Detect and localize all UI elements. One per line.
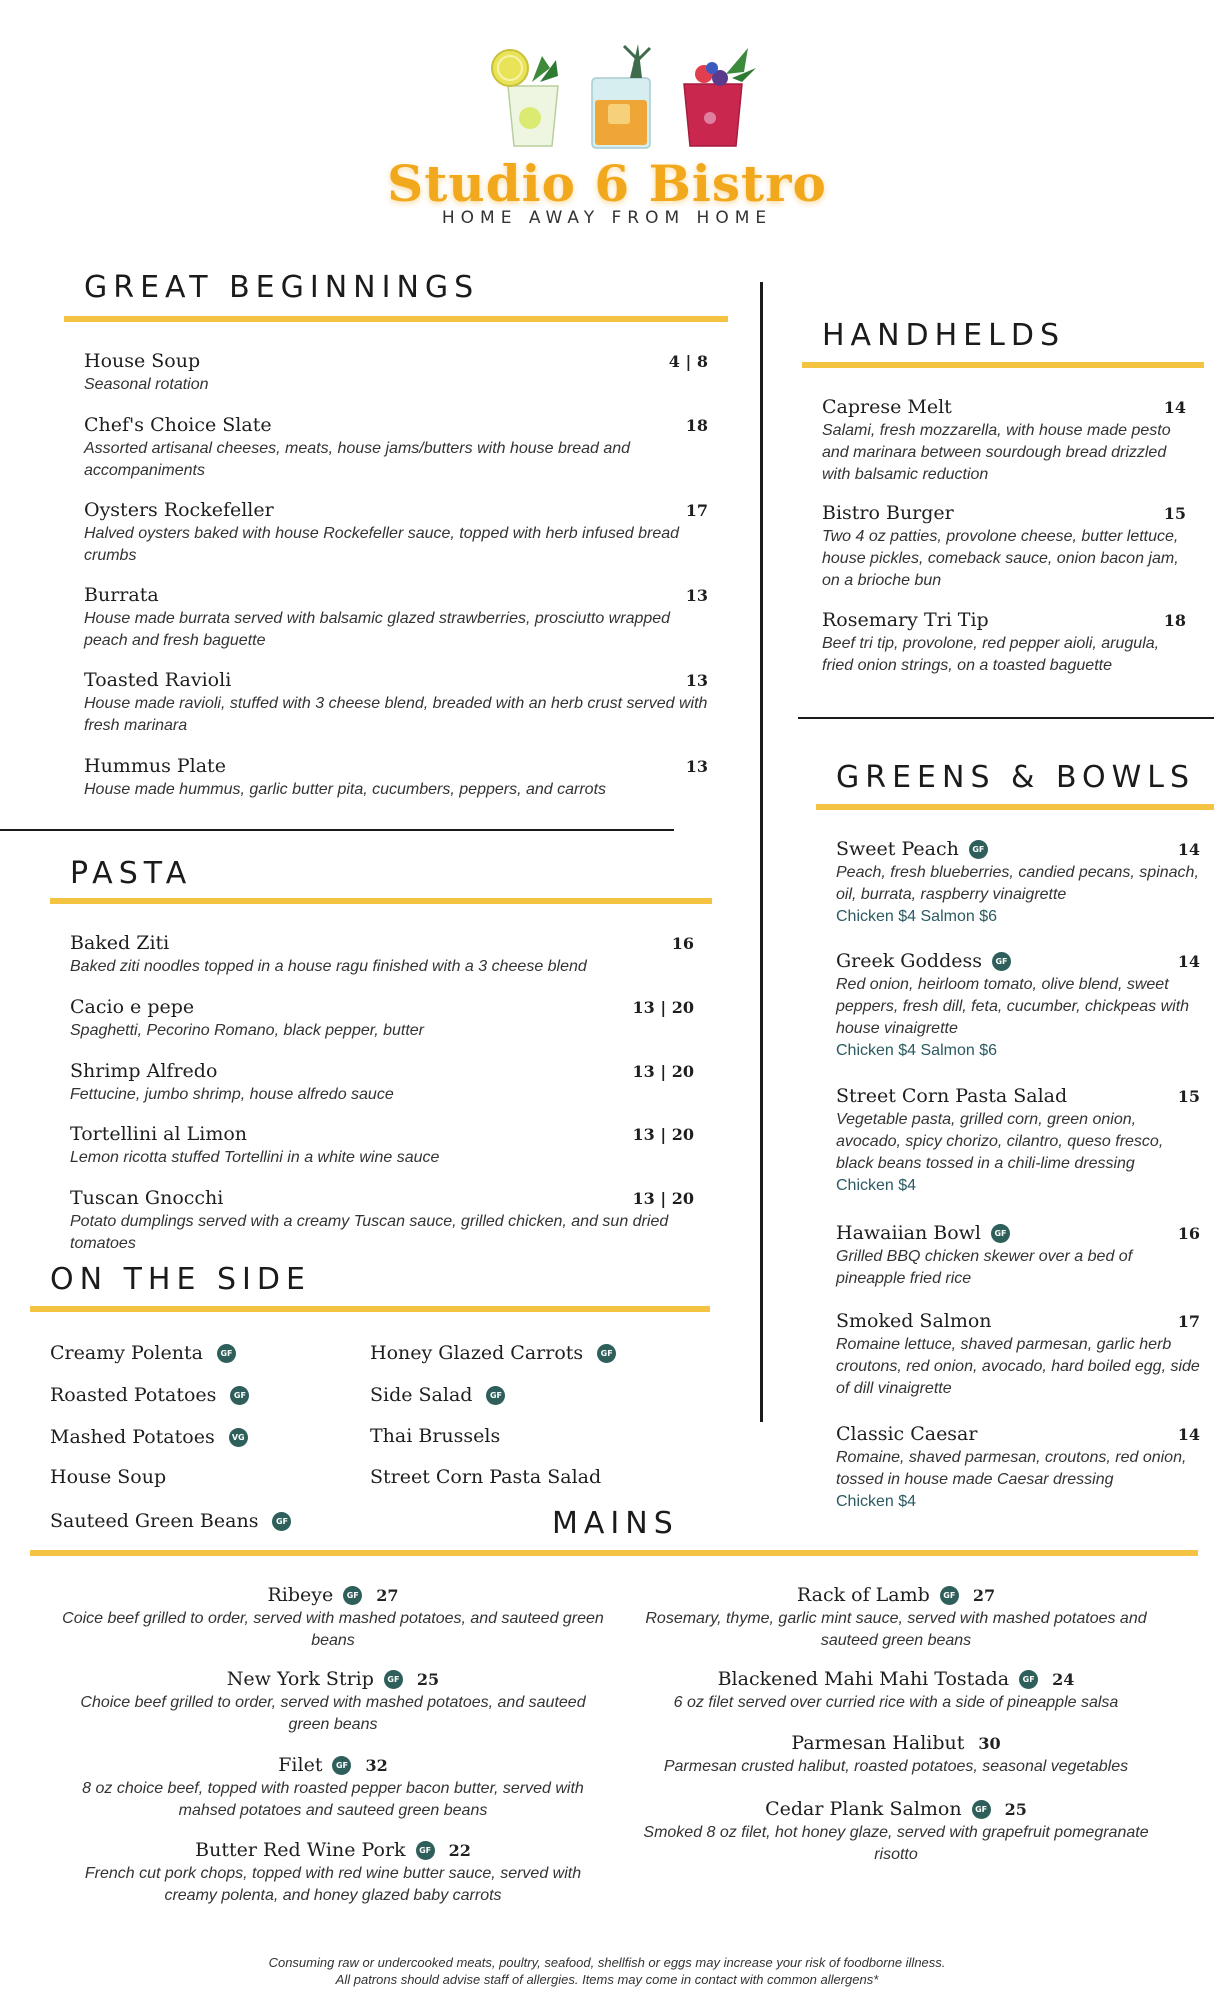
gluten-free-icon: GF [940, 1586, 959, 1605]
item-price: 27 [376, 1585, 399, 1605]
side-name: Thai Brussels [370, 1425, 501, 1447]
main-item-blackened-mahi-mahi-tostada [626, 1668, 1166, 1714]
gluten-free-icon: GF [1019, 1670, 1038, 1689]
item-name: Greek Goddess [836, 950, 982, 972]
menu-item-burrata [84, 584, 708, 652]
tagline: HOME AWAY FROM HOME [441, 208, 773, 228]
side-name: Honey Glazed Carrots [370, 1342, 584, 1364]
menu-item-tuscan-gnocchi [70, 1187, 694, 1255]
section-title-greens-and-bowls: GREENS & BOWLS [836, 760, 1196, 795]
item-price: 13 [685, 670, 708, 690]
main-item-ribeye [40, 1584, 626, 1652]
item-name: Shrimp Alfredo [70, 1060, 218, 1082]
handhelds-bottom-rule [798, 717, 1214, 719]
gluten-free-icon: GF [969, 840, 988, 859]
great-beginnings-underline [64, 316, 728, 322]
menu-item-bistro-burger [822, 502, 1186, 592]
item-description: House made hummus, garlic butter pita, cucumbers, peppers, and carrots [84, 781, 607, 798]
item-name: Cedar Plank Salmon [765, 1798, 962, 1820]
menu-item-house-soup [84, 350, 708, 396]
item-description: French cut pork chops, topped with red wine butter sauce, served with creamy polenta, and honey glazed baby carrots [84, 1865, 582, 1904]
great-beginnings-bottom-rule [0, 829, 674, 831]
item-description: Assorted artisanal cheeses, meats, house jams/butters with house bread and accompaniments [84, 440, 631, 479]
menu-item-toasted-ravioli [84, 669, 708, 737]
side-name: Mashed Potatoes [50, 1426, 215, 1448]
menu-item-shrimp-alfredo [70, 1060, 694, 1106]
item-price: 25 [1004, 1799, 1027, 1819]
item-name: Butter Red Wine Pork [195, 1839, 406, 1861]
item-description: Romaine lettuce, shaved parmesan, garlic herb croutons, red onion, avocado, hard boiled egg, side of dill vinaigrette [836, 1336, 1200, 1397]
item-description: Two 4 oz patties, provolone cheese, butter lettuce, house pickles, comeback sauce, onion bacon jam, on a brioche bun [822, 528, 1179, 589]
item-price: 18 [685, 415, 708, 435]
item-description: House made ravioli, stuffed with 3 cheese blend, breaded with an herb crust served with fresh marinara [84, 695, 708, 734]
berry-cocktail-icon [684, 48, 756, 146]
item-name: Burrata [84, 584, 159, 606]
main-item-filet [66, 1754, 600, 1822]
section-title-great-beginnings: GREAT BEGINNINGS [84, 270, 480, 305]
item-name: Street Corn Pasta Salad [836, 1085, 1068, 1107]
item-description: Spaghetti, Pecorino Romano, black pepper, butter [70, 1022, 424, 1039]
item-price: 25 [416, 1669, 440, 1689]
main-item-parmesan-halibut [626, 1732, 1166, 1778]
side-item-house-soup [50, 1466, 166, 1488]
menu-item-rosemary-tri-tip [822, 609, 1186, 677]
main-item-rack-of-lamb [626, 1584, 1166, 1652]
gluten-free-icon: GF [972, 1800, 991, 1819]
item-price: 17 [685, 500, 708, 520]
item-price: 13 | 20 [632, 997, 694, 1017]
gluten-free-icon: GF [217, 1344, 236, 1363]
item-description: Salami, fresh mozzarella, with house made pesto and marinara between sourdough bread drizzled with balsamic reduction [822, 422, 1171, 483]
side-item-mashed-potatoes [50, 1426, 248, 1448]
item-description: House made burrata served with balsamic glazed strawberries, prosciutto wrapped peach and fresh baguette [84, 610, 671, 649]
side-item-sauteed-green-beans [50, 1510, 291, 1532]
item-description: Peach, fresh blueberries, candied pecans, spinach, oil, burrata, raspberry vinaigrette [836, 864, 1199, 903]
menu-item-smoked-salmon [836, 1310, 1200, 1400]
item-name: Classic Caesar [836, 1423, 978, 1445]
pasta-underline [50, 898, 712, 904]
item-name: Tortellini al Limon [70, 1123, 248, 1145]
side-name: Street Corn Pasta Salad [370, 1466, 602, 1488]
side-name: House Soup [50, 1466, 167, 1488]
main-item-new-york-strip [66, 1668, 600, 1736]
item-description: Baked ziti noodles topped in a house ragu finished with a 3 cheese blend [70, 958, 587, 975]
item-description: Rosemary, thyme, garlic mint sauce, served with mashed potatoes and sauteed green beans [645, 1610, 1147, 1649]
item-price: 13 | 20 [632, 1124, 694, 1144]
item-price: 18 [1163, 610, 1186, 630]
column-divider [760, 282, 763, 1422]
mains-underline [30, 1550, 1198, 1556]
menu-item-tortellini-al-limon [70, 1123, 694, 1169]
footer-allergen-note: All patrons should advise staff of allergies. Items may come in contact with common allergens* [335, 1972, 879, 1987]
item-addon: Chicken $4 [836, 1493, 917, 1510]
item-description: Choice beef grilled to order, served with mashed potatoes, and sauteed green beans [80, 1694, 586, 1733]
menu-item-oysters-rockefeller [84, 499, 708, 567]
gluten-free-icon: GF [332, 1756, 351, 1775]
item-name: Ribeye [267, 1584, 334, 1606]
gluten-free-icon: GF [597, 1344, 616, 1363]
item-price: 13 | 20 [632, 1188, 694, 1208]
menu-item-classic-caesar [836, 1423, 1200, 1513]
side-name: Sauteed Green Beans [50, 1510, 259, 1532]
side-name: Side Salad [370, 1384, 473, 1406]
side-item-roasted-potatoes [50, 1384, 249, 1406]
side-name: Roasted Potatoes [50, 1384, 217, 1406]
greens-underline [816, 804, 1214, 810]
item-name: Sweet Peach [836, 838, 959, 860]
menu-item-cacio-e-pepe [70, 996, 694, 1042]
vegetarian-icon: VG [229, 1428, 248, 1447]
item-price: 32 [365, 1755, 388, 1775]
gluten-free-icon: GF [272, 1512, 291, 1531]
item-description: Beef tri tip, provolone, red pepper aioli, arugula, fried onion strings, on a toasted baguette [822, 635, 1160, 674]
item-price: 16 [671, 933, 694, 953]
item-name: Smoked Salmon [836, 1310, 992, 1332]
main-item-cedar-plank-salmon [626, 1798, 1166, 1866]
item-description: Coice beef grilled to order, served with mashed potatoes, and sauteed green beans [62, 1610, 604, 1649]
item-price: 30 [978, 1733, 1001, 1753]
menu-item-chefs-choice-slate [84, 414, 708, 482]
item-price: 13 [685, 585, 708, 605]
item-description: Smoked 8 oz filet, hot honey glaze, served with grapefruit pomegranate risotto [643, 1824, 1149, 1863]
lemon-cocktail-icon [492, 50, 558, 146]
gluten-free-icon: GF [343, 1586, 362, 1605]
item-price: 24 [1052, 1669, 1075, 1689]
menu-item-hummus-plate [84, 755, 708, 801]
item-name: Rosemary Tri Tip [822, 609, 989, 631]
item-price: 14 [1177, 951, 1200, 971]
menu-item-caprese-melt [822, 396, 1186, 486]
item-name: New York Strip [226, 1668, 374, 1690]
item-name: Cacio e pepe [70, 996, 195, 1018]
item-price: 22 [448, 1840, 471, 1860]
item-description: Parmesan crusted halibut, roasted potatoes, seasonal vegetables [663, 1758, 1129, 1775]
footer-disclaimer: Consuming raw or undercooked meats, poultry, seafood, shellfish or eggs may increase your risk of foodborne illness. [268, 1955, 946, 1970]
menu-item-street-corn-pasta-salad [836, 1085, 1200, 1197]
side-item-street-corn-pasta-salad [370, 1466, 601, 1488]
item-price: 16 [1177, 1223, 1200, 1243]
gluten-free-icon: GF [230, 1386, 249, 1405]
item-price: 27 [972, 1585, 996, 1605]
item-description: Vegetable pasta, grilled corn, green onion, avocado, spicy chorizo, cilantro, queso fresco, black beans tossed in a chili-lime dressing [836, 1111, 1164, 1172]
item-price: 4 | 8 [668, 351, 708, 371]
item-name: Bistro Burger [822, 502, 954, 524]
item-price: 14 [1177, 839, 1200, 859]
item-name: Chef's Choice Slate [84, 414, 272, 436]
side-item-thai-brussels [370, 1425, 500, 1447]
cocktail-illustration [480, 38, 780, 158]
item-name: Parmesan Halibut [791, 1732, 965, 1754]
item-description: Romaine, shaved parmesan, croutons, red onion, tossed in house made Caesar dressing [836, 1449, 1187, 1488]
item-name: House Soup [84, 350, 201, 372]
item-name: Rack of Lamb [796, 1584, 930, 1606]
item-price: 13 [685, 756, 708, 776]
section-title-pasta: PASTA [70, 856, 193, 891]
section-title-mains: MAINS [552, 1506, 679, 1541]
item-description: 6 oz filet served over curried rice with a side of pineapple salsa [673, 1694, 1119, 1711]
menu-item-hawaiian-bowl [836, 1222, 1200, 1290]
gluten-free-icon: GF [384, 1670, 403, 1689]
logo [480, 38, 780, 158]
on-the-side-underline [30, 1306, 710, 1312]
side-item-honey-glazed-carrots [370, 1342, 616, 1364]
item-description: Grilled BBQ chicken skewer over a bed of pineapple fried rice [836, 1248, 1133, 1287]
gluten-free-icon: GF [991, 1224, 1010, 1243]
item-price: 15 [1163, 503, 1186, 523]
item-name: Baked Ziti [70, 932, 170, 954]
gluten-free-icon: GF [416, 1841, 435, 1860]
brand-name: Studio 6 Bistro [387, 154, 827, 213]
item-description: 8 oz choice beef, topped with roasted pepper bacon butter, served with mahsed potatoes and sauteed green beans [82, 1780, 584, 1819]
item-name: Tuscan Gnocchi [70, 1187, 224, 1209]
menu-item-sweet-peach [836, 838, 1200, 928]
item-addon: Chicken $4 Salmon $6 [836, 1042, 997, 1059]
menu-item-baked-ziti [70, 932, 694, 978]
item-price: 14 [1177, 1424, 1200, 1444]
menu-item-greek-goddess [836, 950, 1200, 1062]
item-name: Caprese Melt [822, 396, 952, 418]
section-title-handhelds: HANDHELDS [822, 318, 1065, 353]
side-name: Creamy Polenta [50, 1342, 203, 1364]
item-name: Toasted Ravioli [84, 669, 232, 691]
side-item-creamy-polenta [50, 1342, 236, 1364]
side-item-side-salad [370, 1384, 505, 1406]
item-description: Red onion, heirloom tomato, olive blend, sweet peppers, fresh dill, feta, cucumber, chickpeas with house vinaigrette [836, 976, 1190, 1037]
item-addon: Chicken $4 [836, 1177, 917, 1194]
whiskey-cocktail-icon [592, 44, 650, 148]
gluten-free-icon: GF [992, 952, 1011, 971]
item-price: 13 | 20 [632, 1061, 694, 1081]
item-price: 17 [1177, 1311, 1200, 1331]
item-name: Hawaiian Bowl [836, 1222, 981, 1244]
item-description: Potato dumplings served with a creamy Tuscan sauce, grilled chicken, and sun dried tomatoes [70, 1213, 669, 1252]
item-description: Lemon ricotta stuffed Tortellini in a white wine sauce [70, 1149, 440, 1166]
item-addon: Chicken $4 Salmon $6 [836, 908, 997, 925]
item-price: 14 [1163, 397, 1186, 417]
item-description: Halved oysters baked with house Rockefeller sauce, topped with herb infused bread crumbs [84, 525, 680, 564]
item-name: Blackened Mahi Mahi Tostada [717, 1668, 1010, 1690]
section-title-on-the-side: ON THE SIDE [50, 1262, 311, 1297]
handhelds-underline [802, 362, 1204, 368]
main-item-butter-red-wine-pork [66, 1839, 600, 1907]
item-description: Seasonal rotation [84, 376, 209, 393]
gluten-free-icon: GF [486, 1386, 505, 1405]
item-name: Oysters Rockefeller [84, 499, 274, 521]
item-price: 15 [1177, 1086, 1200, 1106]
item-name: Filet [278, 1754, 323, 1776]
item-description: Fettucine, jumbo shrimp, house alfredo sauce [70, 1086, 394, 1103]
item-name: Hummus Plate [84, 755, 226, 777]
